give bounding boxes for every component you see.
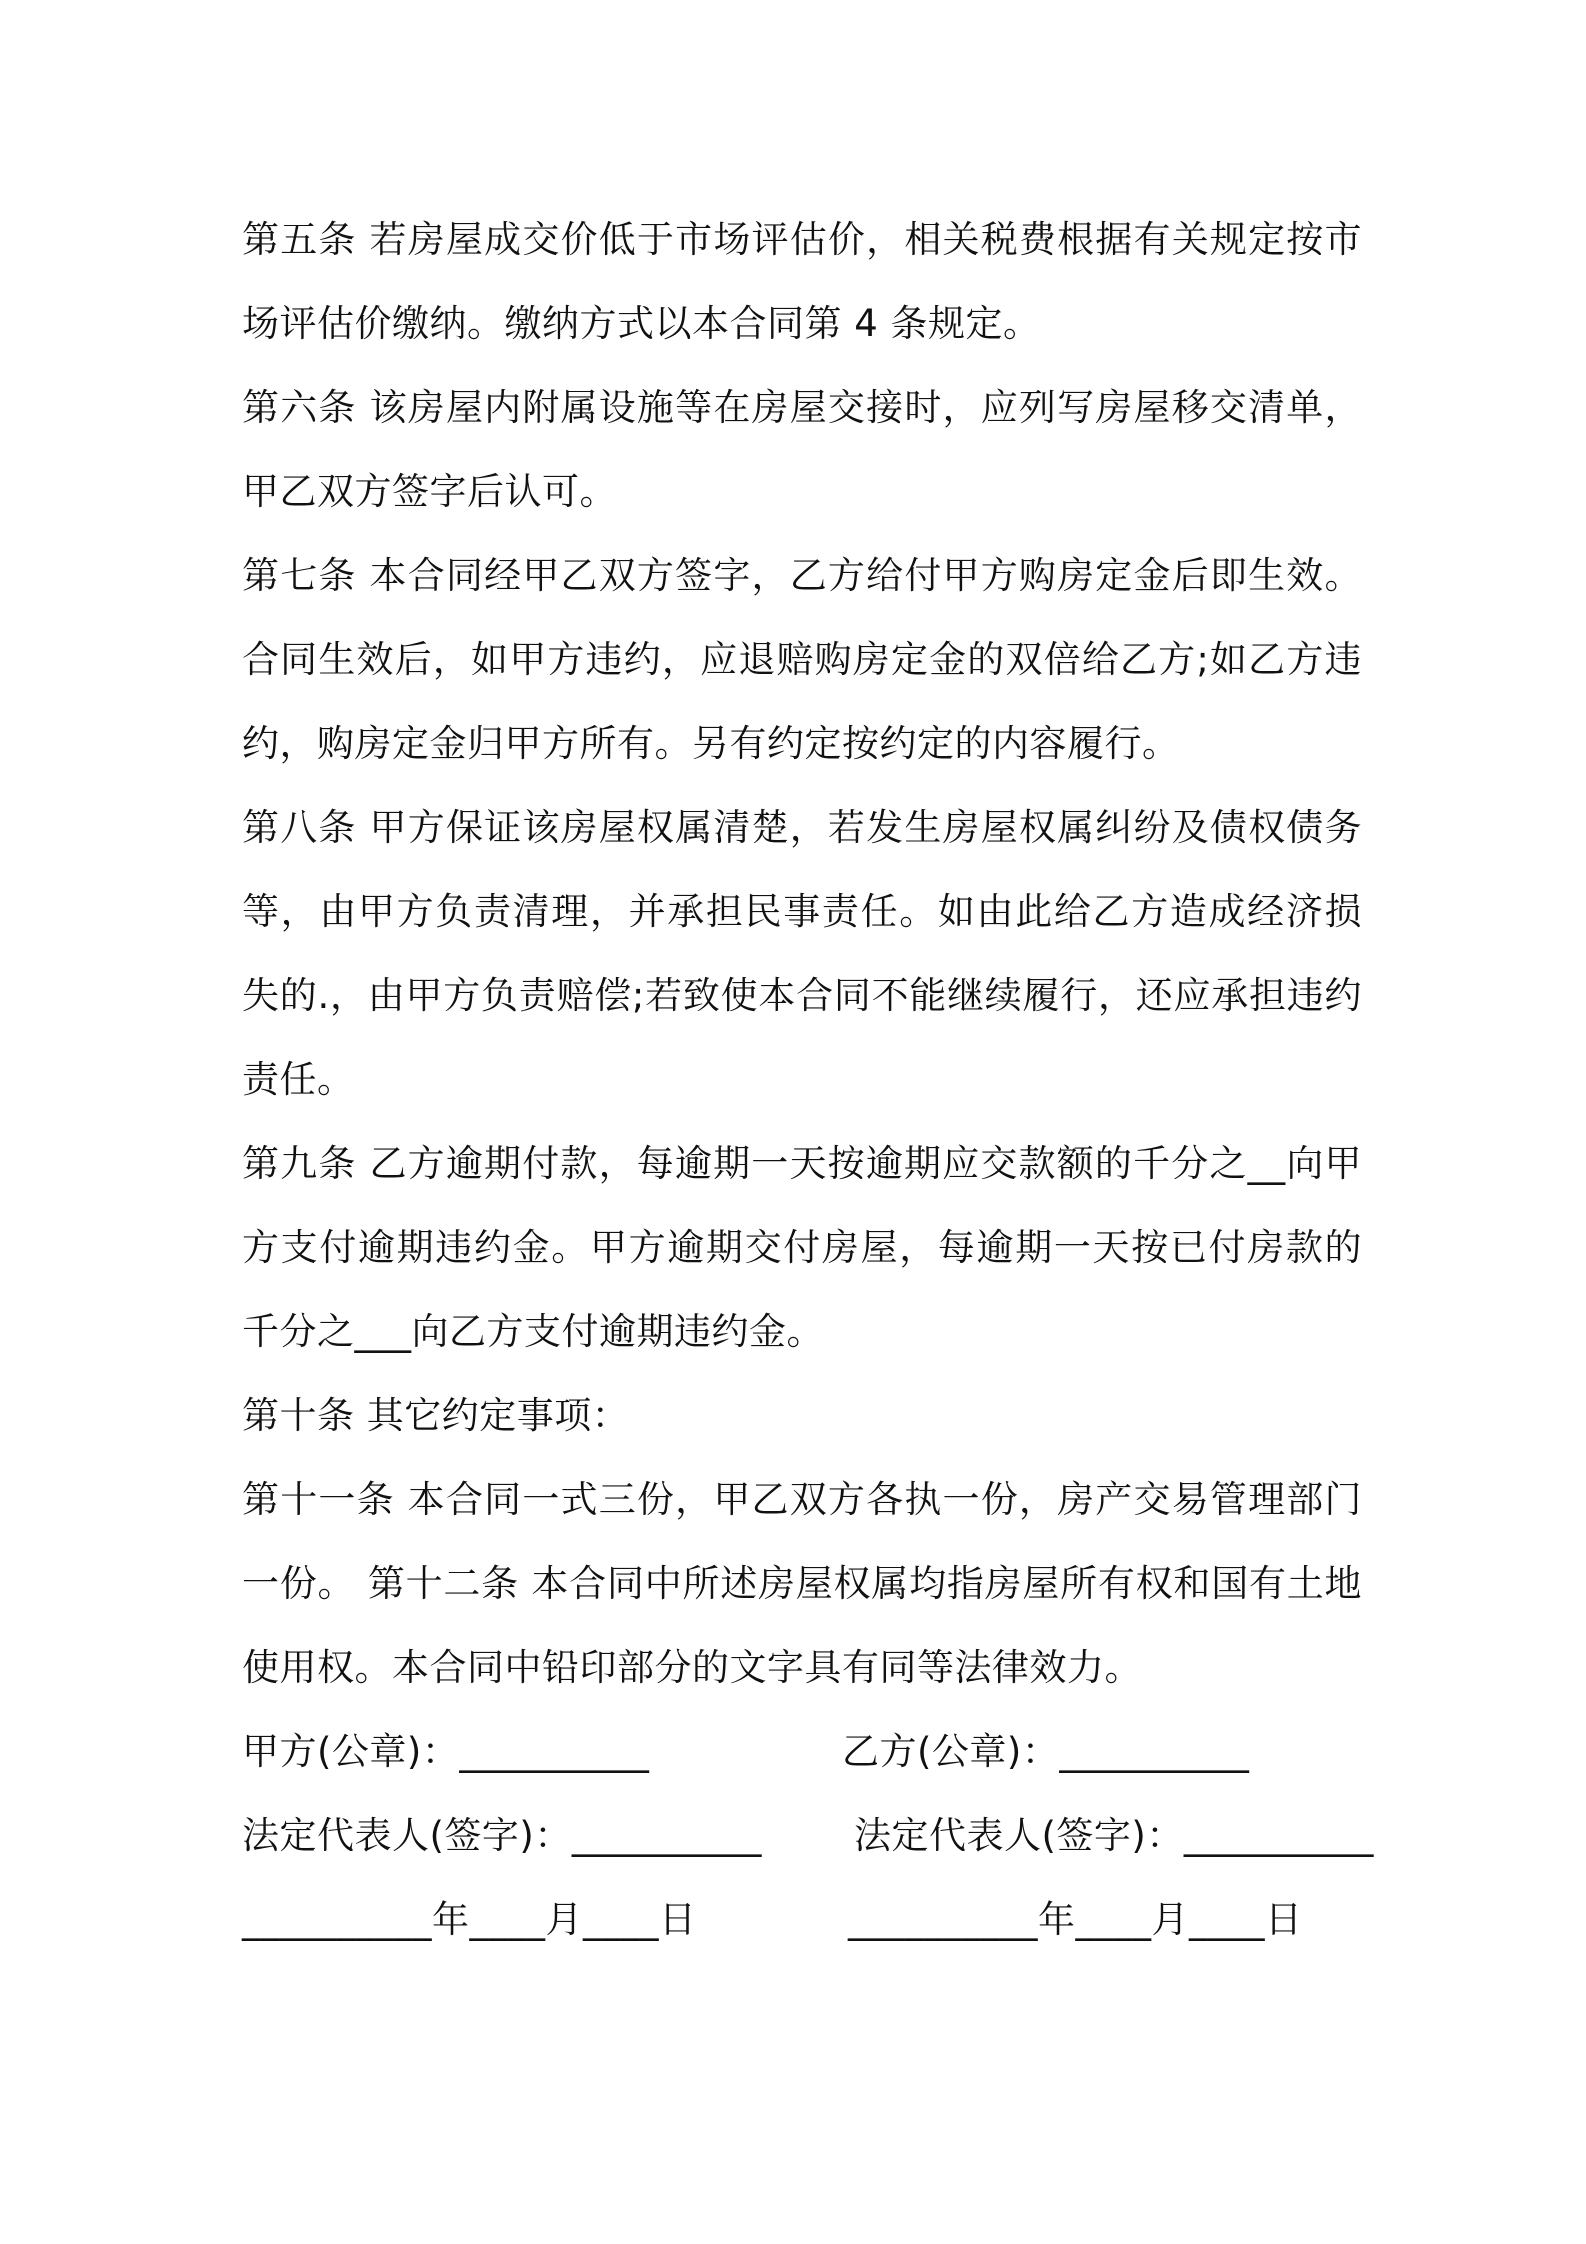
contract-body — [242, 198, 1374, 1962]
party-a-seal: 甲方(公章)：__________ — [242, 1730, 650, 1773]
party-b-seal: 乙方(公章)：__________ — [842, 1730, 1250, 1773]
article-10: 第十条 其它约定事项： — [242, 1394, 630, 1437]
signature-row-representative — [242, 1794, 1374, 1878]
article-5: 第五条 若房屋成交价低于市场评估价，相关税费根据有关规定按市场评估价缴纳。缴纳方式以本合同第 4 条规定。 — [242, 218, 1362, 345]
signature-row-date — [242, 1878, 1362, 1962]
article-8: 第八条 甲方保证该房屋权属清楚，若发生房屋权属纠纷及债权债务等，由甲方负责清理，并承担民事责任。如由此给乙方造成经济损失的.，由甲方负责赔偿;若致使本合同不能继续履行，还应承担违约责任。 — [242, 806, 1362, 1101]
party-b-representative: 法定代表人(签字)：__________ — [854, 1814, 1374, 1857]
party-a-date: __________年____月____日 — [242, 1898, 697, 1941]
party-b-date: __________年____月____日 — [848, 1898, 1303, 1941]
signature-row-seal — [242, 1710, 1362, 1794]
party-a-representative: 法定代表人(签字)：__________ — [242, 1814, 762, 1857]
article-6: 第六条 该房屋内附属设施等在房屋交接时，应列写房屋移交清单，甲乙双方签字后认可。 — [242, 386, 1362, 513]
article-7: 第七条 本合同经甲乙双方签字，乙方给付甲方购房定金后即生效。合同生效后，如甲方违约，应退赔购房定金的双倍给乙方;如乙方违约，购房定金归甲方所有。另有约定按约定的内容履行。 — [242, 554, 1362, 765]
article-11-12: 第十一条 本合同一式三份，甲乙双方各执一份，房产交易管理部门一份。 第十二条 本合同中所述房屋权属均指房屋所有权和国有土地使用权。本合同中铅印部分的文字具有同等法律效力。 — [242, 1478, 1362, 1689]
article-9: 第九条 乙方逾期付款，每逾期一天按逾期应交款额的千分之__向甲方支付逾期违约金。甲方逾期交付房屋，每逾期一天按已付房款的千分之___向乙方支付逾期违约金。 — [242, 1142, 1362, 1353]
